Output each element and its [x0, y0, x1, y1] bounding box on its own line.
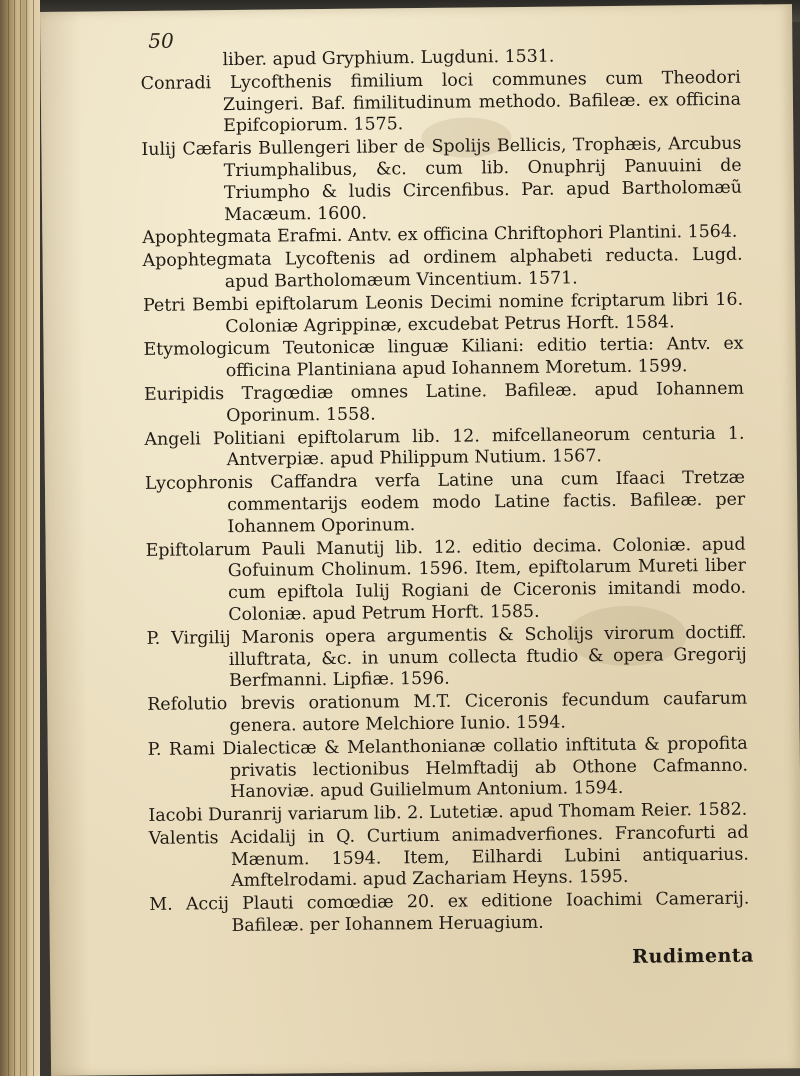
- catalog-entry: M. Accij Plauti comœdiæ 20. ex editione Ioachimi Camerarij. Bafileæ. per Iohannem Heruagium.: [149, 888, 750, 937]
- catalog-entry: Conradi Lycofthenis fimilium loci communes cum Theodori Zuingeri. Baf. fimilitudinum methodo. Bafileæ. ex officina Epifcopiorum. 1575.: [140, 67, 742, 137]
- catalog-entry: P. Rami Dialecticæ & Melanthonianæ collatio inftituta & propofita privatis lectionibus Helmftadij ab Othone Cafmanno. Hanoviæ. apud Guilielmum Antonium. 1594.: [147, 733, 749, 803]
- catchword: Rudimenta: [632, 944, 755, 968]
- catalog-entry: Valentis Acidalij in Q. Curtium animadverfiones. Francofurti ad Mænum. 1594. Item, Eilhardi Lubini antiquarius. Amftelrodami. apud Zachariam Heyns. 1595.: [148, 822, 749, 892]
- catalog-entry: Apophtegmata Erafmi. Antv. ex officina Chriftophori Plantini. 1564.: [142, 222, 738, 249]
- book-page: [40, 4, 800, 1076]
- catalog-entries: [140, 45, 749, 940]
- catalog-entry: Apophtegmata Lycoftenis ad ordinem alphabeti reducta. Lugd. apud Bartholomæum Vincentium. 1571.: [142, 244, 743, 293]
- catalog-entry: Epiftolarum Pauli Manutij lib. 12. editio decima. Coloniæ. apud Gofuinum Cholinum. 1596. Item, epiftolarum Mureti liber cum epiftola Iulij Rogiani de Ciceronis imitandi modo. Coloniæ. apud Petrum Horft. 1585.: [145, 534, 747, 625]
- catalog-entry: Etymologicum Teutonicæ linguæ Kiliani: editio tertia: Antv. ex officina Plantiniana apud Iohannem Moretum. 1599.: [143, 334, 744, 382]
- catalog-entry: Euripidis Tragœdiæ omnes Latine. Bafileæ. apud Iohannem Oporinum. 1558.: [143, 378, 745, 426]
- catalog-entry: Petri Bembi epiftolarum Leonis Decimi nomine fcriptarum libri 16. Coloniæ Agrippinæ, excudebat Petrus Horft. 1584.: [142, 289, 744, 337]
- catalog-entry: Angeli Politiani epiftolarum lib. 12. mifcellaneorum centuria 1. Antverpiæ. apud Philippum Nutium. 1567.: [144, 423, 745, 471]
- catalog-entry: Lycophronis Caffandra verfa Latine una cum Ifaaci Tretzæ commentarijs eodem modo Latine factis. Bafileæ. per Iohannem Oporinum.: [144, 467, 746, 537]
- catalog-entry: Iacobi Duranrij variarum lib. 2. Lutetiæ. apud Thomam Reier. 1582.: [148, 799, 748, 827]
- page-number: 50: [148, 28, 174, 53]
- catalog-entry: liber. apud Gryphium. Lugduni. 1531.: [222, 46, 555, 71]
- book-binding: [0, 0, 40, 1076]
- catalog-entry: P. Virgilij Maronis opera argumentis & Scholijs virorum doctiff. illuftrata, &c. in unum collecta ftudio & opera Gregorij Berfmanni. Lipfiæ. 1596.: [146, 622, 747, 692]
- catalog-entry: Refolutio brevis orationum M.T. Ciceronis fecundum caufarum genera. autore Melchiore Iunio. 1594.: [147, 688, 748, 736]
- catalog-entry: Iulij Cæfaris Bullengeri liber de Spolijs Bellicis, Trophæis, Arcubus Triumphalibus, &c. cum lib. Onuphrij Panuuini de Triumpho & ludis Circenfibus. Par. apud Bartholomæũ Macæum. 1600.: [141, 133, 742, 225]
